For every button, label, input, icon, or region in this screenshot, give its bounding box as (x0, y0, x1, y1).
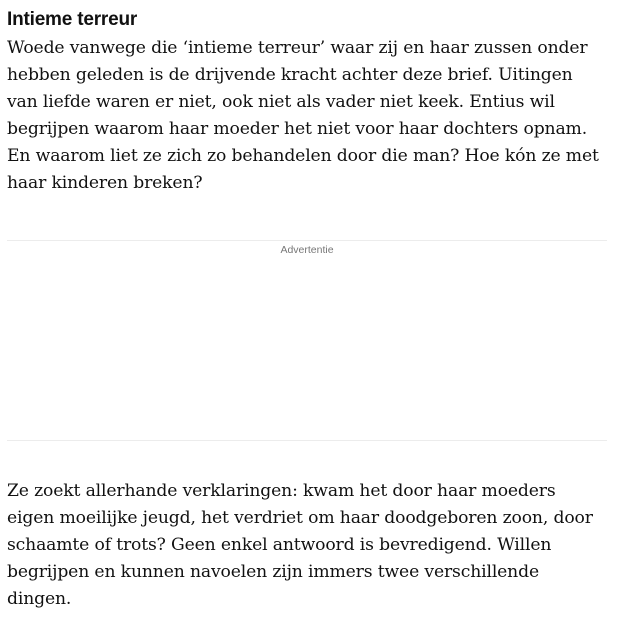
article-paragraph-2: Ze zoekt allerhande verklaringen: kwam het door haar moeders eigen moeilijke jeugd, het verdriet om haar doodgeboren zoon, door schaamte of trots? Geen enkel antwoord is bevredigend. Willen begrijpen en kunnen navoelen zijn immers twee verschillende dingen. (7, 481, 593, 609)
advertisement-label: Advertentie (280, 244, 334, 256)
article-body (7, 0, 607, 197)
article-paragraph-1: Woede vanwege die ‘intieme terreur’ waar zij en haar zussen onder hebben geleden is de drijvende kracht achter deze brief. Uitingen van liefde waren er niet, ook niet als vader niet keek. Entius wil begrijpen waarom haar moeder het niet voor haar dochters opnam. En waarom liet ze zich zo behandelen door die man? Hoe kón ze met haar kinderen breken? (7, 38, 599, 193)
advertisement-slot (7, 240, 607, 441)
section-heading: Intieme terreur (7, 9, 138, 30)
